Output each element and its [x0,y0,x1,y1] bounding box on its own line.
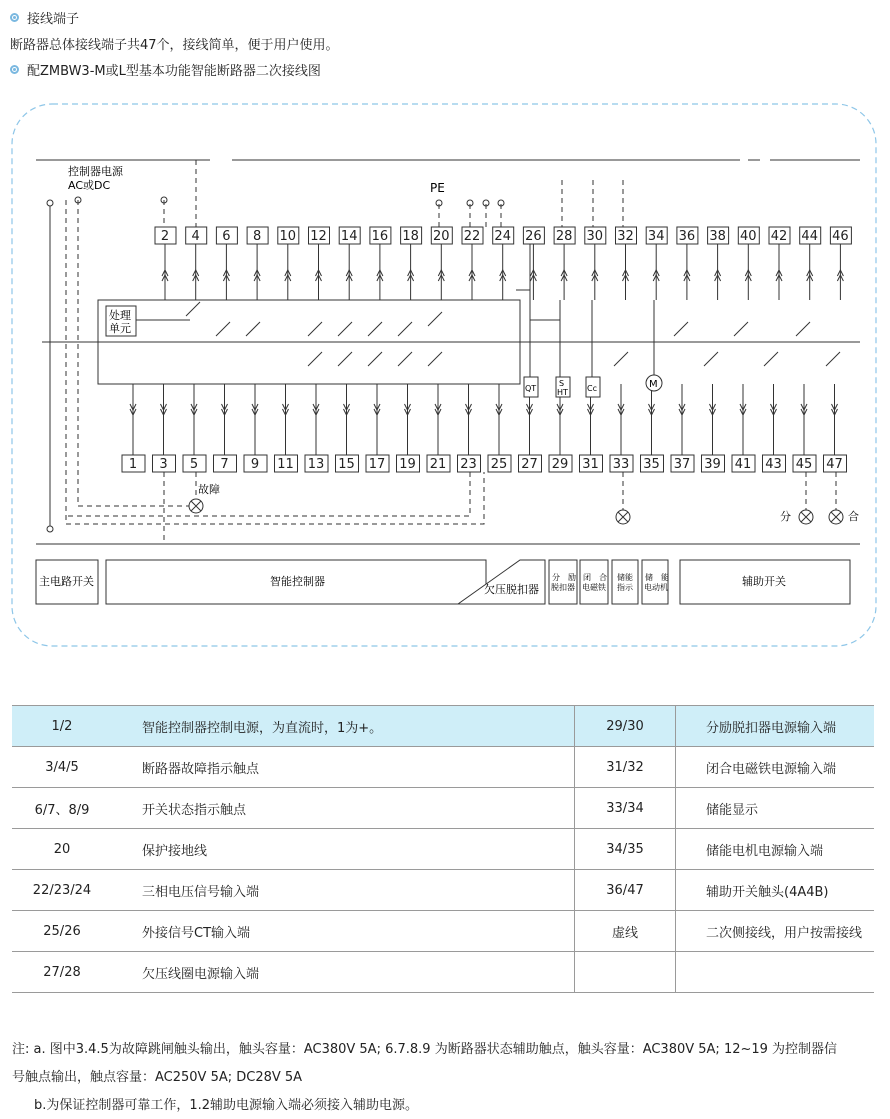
undervoltage-label: 欠压脱扣器 [484,583,539,596]
close-lamp-label: 合 [848,510,859,523]
bottom-terminal-47: 47 [826,457,843,472]
table-cell: 27/28 [12,952,112,993]
top-terminal-2: 2 [160,229,170,244]
table-cell: 储能电机电源输入端 [676,829,875,870]
top-terminal-26: 26 [525,229,542,244]
table-cell: 33/34 [575,788,676,829]
note-line-3: b.为保证控制器可靠工作，1.2辅助电源输入端必须接入辅助电源。 [34,1098,419,1113]
table-cell: 34/35 [575,829,676,870]
bottom-terminal-41: 41 [734,457,752,472]
closing-block-label-1: 闭 合 [583,573,607,582]
storage-indicator-block [612,560,638,604]
closing-block-label-2: 电磁铁 [582,583,606,592]
top-terminal-12: 12 [310,229,327,244]
top-terminal-16: 16 [371,229,389,244]
shunt-block-label-2: 脱扣器 [551,583,575,592]
table-cell: 辅助开关触头(4A4B) [676,870,875,911]
table-cell: 20 [12,829,112,870]
storage-lamp-icon [616,510,630,524]
bottom-terminal-43: 43 [765,457,782,472]
top-terminal-46: 46 [832,229,849,244]
top-terminal-28: 28 [555,229,573,244]
section2-title: 配ZMBW3-M或L型基本功能智能断路器二次接线图 [27,64,321,79]
aux-switch-label: 辅助开关 [742,575,786,588]
bottom-terminal-27: 27 [521,457,538,472]
top-terminal-44: 44 [801,229,818,244]
storage-ind-label-1: 储能 [617,573,633,582]
bottom-terminal-15: 15 [338,457,355,472]
top-terminal-24: 24 [494,229,511,244]
shunt-label-2: HT [557,388,568,397]
table-cell: 欠压线圈电源输入端 [112,952,575,993]
bottom-terminal-3: 3 [159,457,168,472]
note-line-2: 号触点输出，触点容量：AC250V 5A; DC28V 5A [12,1070,303,1085]
closing-block [580,560,608,604]
close-lamp-icon [829,510,843,524]
top-terminal-4: 4 [191,229,200,244]
table-row [12,870,874,911]
table-cell: 储能显示 [676,788,875,829]
bottom-terminal-19: 19 [399,457,416,472]
open-lamp-label: 分 [780,510,791,523]
table-cell: 22/23/24 [12,870,112,911]
table-cell: 断路器故障指示触点 [112,747,575,788]
table-cell: 分励脱扣器电源输入端 [676,706,875,747]
top-terminal-8: 8 [252,229,262,244]
bottom-terminal-39: 39 [704,457,721,472]
bottom-terminal-33: 33 [612,457,630,472]
table-cell: 三相电压信号输入端 [112,870,575,911]
table-row [12,911,874,952]
bottom-terminal-45: 45 [795,457,813,472]
closing-label: Cc [587,384,597,393]
table-cell [575,952,676,993]
bottom-terminal-17: 17 [368,457,386,472]
open-lamp-icon [799,510,813,524]
bottom-terminal-21: 21 [429,457,447,472]
note-line-1: 注: a. 图中3.4.5为故障跳闸触头输出，触头容量：AC380V 5A; 6.7.8.9 为断路器状态辅助触点，触头容量：AC380V 5A; 12~19 为控制器信 [12,1042,838,1057]
top-terminal-14: 14 [340,229,358,244]
terminal-table [12,705,874,993]
bottom-terminal-9: 9 [250,457,260,472]
storage-motor-block [642,560,668,604]
bottom-terminal-35: 35 [643,457,660,472]
table-row [12,747,874,788]
motor-label: M [649,379,658,390]
table-cell: 外接信号CT输入端 [112,911,575,952]
table-cell: 25/26 [12,911,112,952]
table-cell: 智能控制器控制电源，为直流时，1为+。 [112,706,575,747]
control-power-type-label: AC或DC [68,179,111,192]
table-cell: 闭合电磁铁电源输入端 [676,747,875,788]
storage-motor-label-2: 电动机 [644,583,668,592]
top-terminal-32: 32 [617,229,634,244]
bottom-terminal-11: 11 [277,457,294,472]
top-terminal-40: 40 [740,229,757,244]
bottom-terminal-31: 31 [582,457,599,472]
table-cell: 6/7、8/9 [12,788,112,829]
top-terminal-38: 38 [709,229,726,244]
table-cell [676,952,875,993]
shunt-block [549,560,577,604]
table-cell: 开关状态指示触点 [112,788,575,829]
control-power-label: 控制器电源 [68,165,123,178]
fault-lamp-icon [189,499,203,513]
top-terminal-34: 34 [647,229,665,244]
processing-unit-label-1: 处理 [109,309,131,322]
bottom-terminal-37: 37 [673,457,691,472]
section1-text: 断路器总体接线端子共47个，接线简单，便于用户使用。 [10,38,339,53]
bottom-terminal-23: 23 [460,457,477,472]
bottom-terminal-5: 5 [189,457,199,472]
top-terminal-36: 36 [678,229,696,244]
table-cell: 保护接地线 [112,829,575,870]
table-cell: 36/47 [575,870,676,911]
bottom-terminal-29: 29 [551,457,569,472]
top-terminal-6: 6 [222,229,231,244]
table-row [12,788,874,829]
main-switch-label: 主电路开关 [39,575,94,588]
controller-label: 智能控制器 [270,575,325,588]
bottom-terminal-25: 25 [490,457,508,472]
qt-label: QT [525,384,537,393]
table-cell: 3/4/5 [12,747,112,788]
bottom-terminal-13: 13 [307,457,325,472]
table-cell: 虚线 [575,911,676,952]
top-terminal-42: 42 [770,229,788,244]
top-terminal-30: 30 [586,229,604,244]
bottom-terminal-1: 1 [128,457,138,472]
table-cell: 31/32 [575,747,676,788]
shunt-label-1: S [559,379,565,388]
storage-motor-label-1: 储 能 [645,573,669,582]
processing-unit-label-2: 单元 [109,322,131,335]
table-row [12,952,874,993]
section1-title: 接线端子 [27,12,80,27]
table-row [12,829,874,870]
fault-lamp-label: 故障 [198,483,220,496]
shunt-block-label-1: 分 励 [552,573,576,582]
top-terminal-18: 18 [402,229,419,244]
table-cell: 29/30 [575,706,676,747]
bottom-terminal-7: 7 [220,457,229,472]
table-row [12,706,874,747]
pe-label: PE [430,181,445,195]
top-terminal-10: 10 [279,229,297,244]
table-cell: 二次侧接线，用户按需接线 [676,911,875,952]
storage-ind-label-2: 指示 [617,583,633,592]
top-terminal-22: 22 [463,229,481,244]
table-cell: 1/2 [12,706,112,747]
top-terminal-20: 20 [433,229,450,244]
